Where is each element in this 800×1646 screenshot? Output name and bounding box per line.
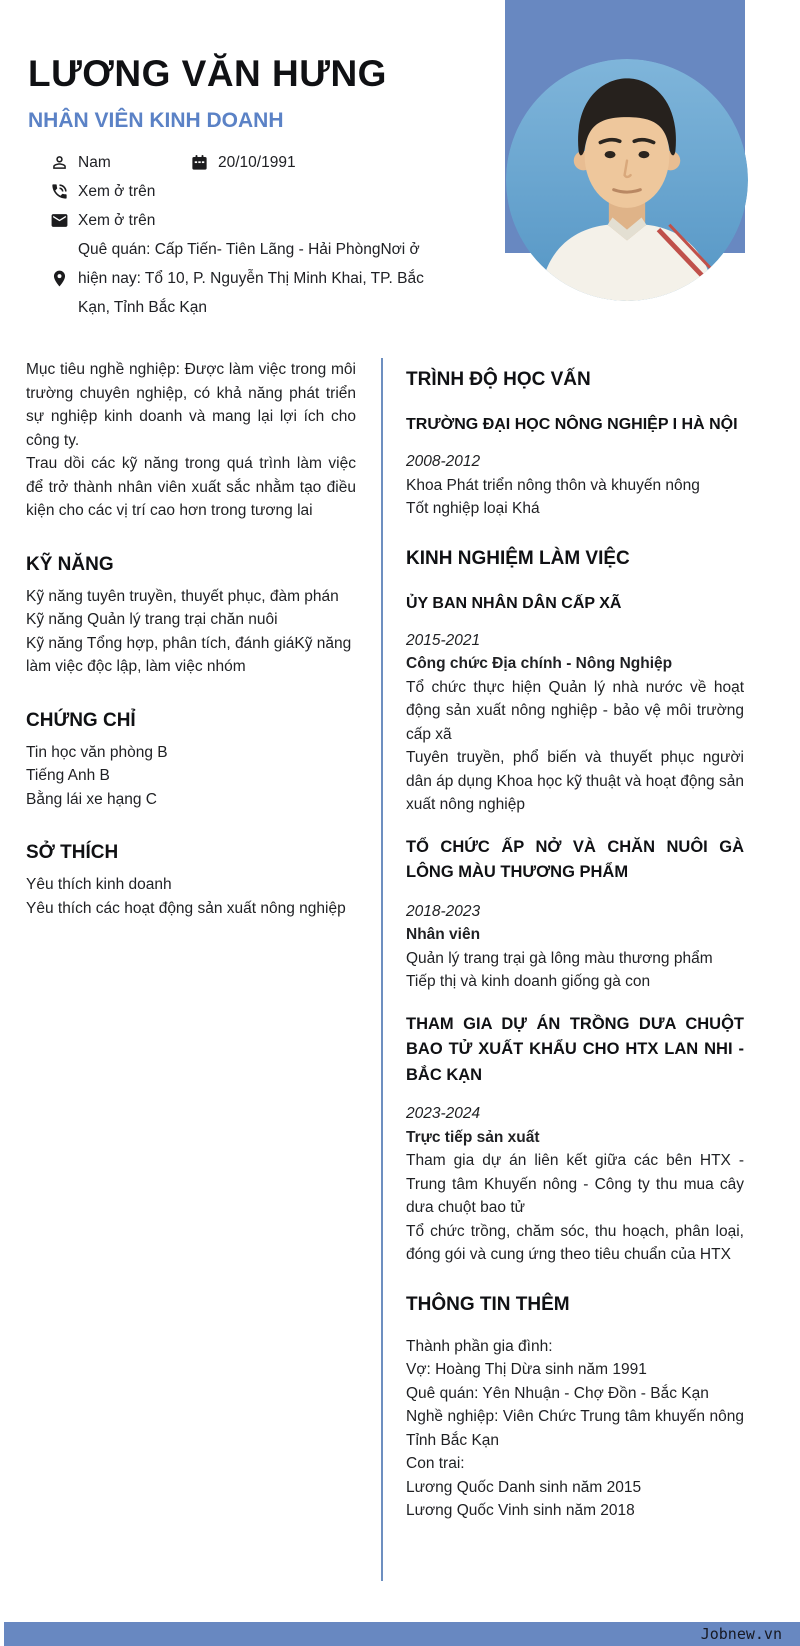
hobby-item: Yêu thích các hoạt động sản xuất nông nghiệp [26, 899, 346, 917]
additional-info-line: Vợ: Hoàng Thị Dừa sinh năm 1991 [406, 1361, 647, 1378]
right-column [406, 358, 744, 1581]
education-detail: Khoa Phát triển nông thôn và khuyến nông [406, 476, 700, 494]
footer-bar [4, 1622, 800, 1646]
objective-paragraph: Mục tiêu nghề nghiệp: Được làm việc trong môi trường chuyên nghiệp, có khả năng phát triển sự nghiệp kinh doanh và mang lại lợi ích cho công ty. [26, 361, 356, 449]
job-detail: Quản lý trang trại gà lông màu thương phẩm [406, 949, 713, 967]
brand-watermark: Jobnew.vn [700, 1625, 782, 1643]
education-period: 2008-2012 [406, 453, 481, 470]
job-detail: Tuyên truyền, phổ biến và thuyết phục người dân áp dụng Khoa học kỹ thuật và hoạt động sản xuất nông nghiệp [406, 749, 744, 813]
phone-icon [50, 182, 69, 201]
section-heading-experience: KINH NGHIỆM LÀM VIỆC [406, 547, 630, 569]
job-detail: Tiếp thị và kinh doanh giống gà con [406, 973, 651, 990]
additional-info-line: Lương Quốc Vinh sinh năm 2018 [406, 1502, 635, 1519]
job-detail: Tổ chức thực hiện Quản lý nhà nước về hoạt động sản xuất nông nghiệp - bảo vệ môi trường cấp xã [406, 678, 744, 743]
candidate-name: LƯƠNG VĂN HƯNG [28, 53, 387, 94]
job-title: NHÂN VIÊN KINH DOANH [28, 109, 284, 132]
birthday-field [190, 148, 296, 177]
job-detail: Tham gia dự án liên kết giữa các bên HTX - Trung tâm Khuyến nông - Công ty thu mua cây dưa chuột bao tử [406, 1152, 744, 1216]
section-heading-additional-info: THÔNG TIN THÊM [406, 1293, 570, 1315]
job-period: 2023-2024 [406, 1105, 481, 1122]
additional-info-line: Thành phần gia đình: [406, 1337, 553, 1355]
certificate-item: Tiếng Anh B [26, 767, 110, 784]
location-pin-icon [50, 269, 69, 288]
job-company: THAM GIA DỰ ÁN TRỒNG DƯA CHUỘT BAO TỬ XUẤT KHẨU CHO HTX LAN NHI - BẮC KẠN [406, 1014, 744, 1084]
profile-photo [506, 59, 748, 301]
job-company: ỦY BAN NHÂN DÂN CẤP XÃ [406, 594, 622, 612]
certificate-item: Bằng lái xe hạng C [26, 790, 157, 808]
email-value: Xem ở trên [78, 211, 156, 229]
address-field [50, 235, 450, 322]
job-role: Nhân viên [406, 926, 481, 943]
gender-value: Nam [78, 153, 111, 171]
job-company: TỔ CHỨC ẤP NỞ VÀ CHĂN NUÔI GÀ LÔNG MÀU THƯƠNG PHẨM [406, 837, 744, 881]
birthday-value: 20/10/1991 [218, 153, 296, 171]
job-period: 2018-2023 [406, 902, 481, 920]
cv-body [0, 358, 800, 1581]
education-school: TRƯỜNG ĐẠI HỌC NÔNG NGHIỆP I HÀ NỘI [406, 416, 738, 433]
gender-field [50, 148, 190, 177]
hobby-item: Yêu thích kinh doanh [26, 876, 172, 893]
objective-paragraph: Trau dồi các kỹ năng trong quá trình làm việc để trở thành nhân viên xuất sắc nhằm tạo điều kiện cho các vị trí cao hơn trong tương lai [26, 455, 356, 519]
additional-info-line: Con trai: [406, 1455, 465, 1472]
profile-photo-illustration [506, 59, 748, 301]
education-detail: Tốt nghiệp loại Khá [406, 500, 540, 517]
left-column [26, 358, 356, 1581]
section-heading-education: TRÌNH ĐỘ HỌC VẤN [406, 369, 591, 390]
calendar-icon [190, 153, 209, 172]
additional-info-line: Nghề nghiệp: Viên Chức Trung tâm khuyến nông Tỉnh Bắc Kạn [406, 1408, 744, 1449]
additional-info-line: Quê quán: Yên Nhuận - Chợ Đồn - Bắc Kạn [406, 1384, 709, 1402]
email-icon [50, 211, 69, 230]
section-heading-skills: KỸ NĂNG [26, 553, 114, 575]
skill-item: Kỹ năng Tổng hợp, phân tích, đánh giáKỹ năng làm việc độc lập, làm việc nhóm [26, 634, 352, 675]
job-period: 2015-2021 [406, 631, 481, 649]
column-divider [381, 358, 383, 1581]
skill-item: Kỹ năng tuyên truyền, thuyết phục, đàm phán [26, 587, 339, 605]
address-value: Quê quán: Cấp Tiến- Tiên Lãng - Hải PhòngNơi ở hiện nay: Tổ 10, P. Nguyễn Thị Minh Khai, TP. Bắc Kạn, Tỉnh Bắc Kạn [78, 241, 424, 316]
job-role: Công chức Địa chính - Nông Nghiệp [406, 655, 673, 672]
job-detail: Tổ chức trồng, chăm sóc, thu hoạch, phân loại, đóng gói và cung ứng theo tiêu chuẩn của HTX [406, 1222, 744, 1263]
job-role: Trực tiếp sản xuất [406, 1128, 540, 1146]
skill-item: Kỹ năng Quản lý trang trại chăn nuôi [26, 611, 278, 628]
additional-info-line: Lương Quốc Danh sinh năm 2015 [406, 1478, 642, 1496]
person-icon [50, 153, 69, 172]
section-heading-hobbies: SỞ THÍCH [26, 842, 119, 863]
certificate-item: Tin học văn phòng B [26, 743, 168, 761]
section-heading-certificates: CHỨNG CHỈ [26, 709, 136, 731]
phone-value: Xem ở trên [78, 182, 156, 200]
